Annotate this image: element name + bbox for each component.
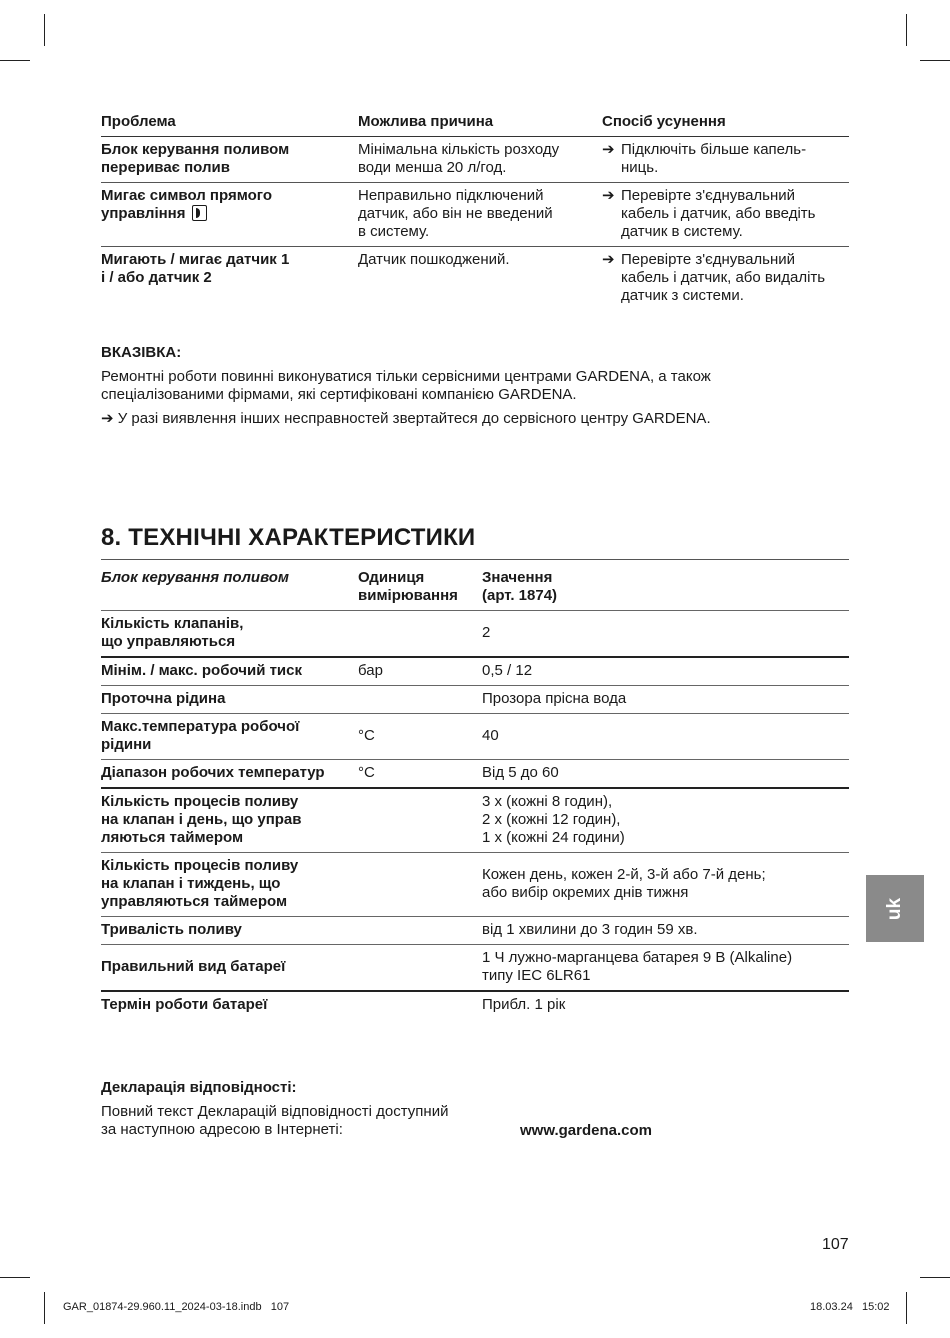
spec-value xyxy=(482,917,849,944)
spec-name xyxy=(101,714,358,759)
note-title: ВКАЗІВКА: xyxy=(101,344,182,361)
spec-unit xyxy=(358,629,482,638)
fix-cell xyxy=(602,137,849,182)
table-row xyxy=(101,247,849,310)
declaration-text xyxy=(101,1103,501,1139)
spec-unit xyxy=(358,926,482,935)
spec-unit: °C xyxy=(358,764,375,781)
spec-unit xyxy=(358,695,482,704)
problem-line: Мигає символ прямого xyxy=(101,187,272,204)
spec-value xyxy=(482,658,849,685)
problem-line-with-icon xyxy=(101,205,358,223)
fix-line: Перевірте з'єднувальний xyxy=(621,251,796,268)
header-line: (арт. 1874) xyxy=(482,587,558,604)
spec-name-line: на клапан і тиждень, що xyxy=(101,875,281,892)
fix-line: Перевірте з'єднувальний xyxy=(621,187,796,204)
cause-line: води менша 20 л/год. xyxy=(358,159,507,176)
crop-mark xyxy=(906,1292,907,1324)
spec-name xyxy=(101,611,358,656)
cause-cell xyxy=(358,247,602,310)
header-value xyxy=(482,568,849,610)
cause-line: в систему. xyxy=(358,223,430,240)
tech-specs-table xyxy=(101,568,849,1019)
fix-cell xyxy=(602,247,849,310)
spec-name-line: рідини xyxy=(101,736,152,753)
spec-name xyxy=(101,658,358,685)
table-row xyxy=(101,789,849,853)
header-unit xyxy=(358,568,482,610)
fix-line: датчик з системи. xyxy=(621,287,744,304)
spec-value xyxy=(482,686,849,713)
table-header-row xyxy=(101,568,849,611)
spec-name xyxy=(101,917,358,944)
website-link[interactable]: www.gardena.com xyxy=(520,1122,652,1139)
fix-item xyxy=(602,251,849,305)
cause-cell xyxy=(358,183,602,246)
spec-value xyxy=(482,723,849,750)
crop-mark xyxy=(906,14,907,46)
footer-datetime: 18.03.24 15:02 xyxy=(810,1301,890,1313)
spec-unit xyxy=(358,880,482,889)
header-problem: Проблема xyxy=(101,113,176,130)
fix-line: кабель і датчик, або видаліть xyxy=(621,269,826,286)
fix-item xyxy=(602,141,849,177)
footer-file-name: GAR_01874-29.960.11_2024-03-18.indb 107 xyxy=(63,1301,290,1313)
troubleshooting-table xyxy=(101,112,849,310)
problem-line: перериває полив xyxy=(101,159,230,176)
cause-line: датчик, або він не введений xyxy=(358,205,553,222)
spec-name-line: Правильний вид батареї xyxy=(101,958,286,975)
note-hint: ➔ У разі виявлення інших несправностей звертайтеся до сервісного центру GARDENA. xyxy=(101,410,711,427)
fix-line: датчик в систему. xyxy=(621,223,743,240)
table-row xyxy=(101,760,849,789)
spec-name-line: Кількість процесів поливу xyxy=(101,857,299,874)
spec-unit xyxy=(358,816,482,825)
spec-unit xyxy=(358,963,482,972)
table-row xyxy=(101,714,849,760)
problem-cell xyxy=(101,247,358,310)
spec-value xyxy=(482,789,849,852)
spec-unit xyxy=(358,1001,482,1010)
fix-cell xyxy=(602,183,849,246)
spec-value-line: від 1 хвилини до 3 годин 59 хв. xyxy=(482,921,698,938)
crop-mark xyxy=(44,1292,45,1324)
header-line: Блок керування поливом xyxy=(101,569,290,586)
spec-value-line: 3 x (кожні 8 годин), xyxy=(482,793,613,810)
table-row xyxy=(101,992,849,1019)
note-text xyxy=(101,368,841,404)
spec-value-line: типу IEC 6LR61 xyxy=(482,967,591,984)
fix-line: ниць. xyxy=(621,159,659,176)
header-line: Значення xyxy=(482,569,553,586)
fix-line: Підключіть більше капель- xyxy=(621,141,807,158)
problem-line: і / або датчик 2 xyxy=(101,269,212,286)
cause-line: Датчик пошкоджений. xyxy=(358,251,510,268)
direct-control-symbol-icon xyxy=(192,205,207,221)
spec-value-line: 1 x (кожні 24 години) xyxy=(482,829,625,846)
crop-mark xyxy=(0,1277,30,1278)
problem-cell xyxy=(101,183,358,246)
spec-name-line: управляються таймером xyxy=(101,893,288,910)
crop-mark xyxy=(44,14,45,46)
cause-line: Неправильно підключений xyxy=(358,187,544,204)
cause-line: Мінімальна кількість розходу xyxy=(358,141,560,158)
arrow-icon: ➔ xyxy=(602,187,615,204)
page-number: 107 xyxy=(822,1236,849,1253)
note-line: Ремонтні роботи повинні виконуватися тільки сервісними центрами GARDENA, а також xyxy=(101,368,711,385)
spec-name-line: ляються таймером xyxy=(101,829,244,846)
spec-value-line: Прибл. 1 рік xyxy=(482,996,566,1013)
problem-line: Мигають / мигає датчик 1 xyxy=(101,251,290,268)
header-fix: Спосіб усунення xyxy=(602,113,726,130)
fix-item xyxy=(602,187,849,241)
spec-value xyxy=(482,945,849,990)
header-device xyxy=(101,568,358,592)
spec-value xyxy=(482,760,849,787)
declaration-title: Декларація відповідності: xyxy=(101,1079,297,1096)
spec-value-line: Від 5 до 60 xyxy=(482,764,559,781)
spec-value-line: 2 xyxy=(482,624,491,641)
problem-cell xyxy=(101,137,358,182)
language-tab xyxy=(866,875,924,942)
table-row xyxy=(101,945,849,992)
spec-name-line: Кількість клапанів, xyxy=(101,615,244,632)
spec-value xyxy=(482,992,849,1019)
note-line: спеціалізованими фірмами, які сертифіковані компанією GARDENA. xyxy=(101,386,577,403)
spec-name-line: на клапан і день, що управ xyxy=(101,811,302,828)
table-row xyxy=(101,183,849,247)
spec-unit: бар xyxy=(358,662,383,679)
spec-name-line: Діапазон робочих температур xyxy=(101,764,325,781)
spec-name xyxy=(101,853,358,916)
table-row xyxy=(101,917,849,945)
crop-mark xyxy=(920,60,950,61)
table-header-row xyxy=(101,112,849,137)
spec-unit: °C xyxy=(358,727,375,744)
section-title: 8. ТЕХНІЧНІ ХАРАКТЕРИСТИКИ xyxy=(101,524,476,551)
spec-name xyxy=(101,686,358,713)
spec-name-line: Тривалість поливу xyxy=(101,921,242,938)
spec-value-line: Прозора прісна вода xyxy=(482,690,627,707)
spec-value-line: 2 x (кожні 12 годин), xyxy=(482,811,621,828)
spec-name-line: Проточна рідина xyxy=(101,690,226,707)
spec-name xyxy=(101,789,358,852)
spec-value-line: або вибір окремих днів тижня xyxy=(482,884,689,901)
header-line: Одиниця xyxy=(358,569,425,586)
fix-line: кабель і датчик, або введіть xyxy=(621,205,816,222)
arrow-icon: ➔ xyxy=(602,141,615,158)
table-row xyxy=(101,658,849,686)
spec-name xyxy=(101,760,358,787)
spec-name-line: що управляються xyxy=(101,633,236,650)
problem-line: Блок керування поливом xyxy=(101,141,290,158)
table-row xyxy=(101,686,849,714)
cause-cell xyxy=(358,137,602,182)
crop-mark xyxy=(920,1277,950,1278)
table-row xyxy=(101,137,849,183)
spec-value-line: 0,5 / 12 xyxy=(482,662,533,679)
spec-name xyxy=(101,954,358,981)
declaration-line: Повний текст Декларацій відповідності доступний xyxy=(101,1103,449,1120)
spec-value-line: 40 xyxy=(482,727,499,744)
language-code: uk xyxy=(884,897,905,920)
section-divider xyxy=(101,559,849,560)
spec-name-line: Термін роботи батареї xyxy=(101,996,268,1013)
spec-name-line: Макс.температура робочої xyxy=(101,718,300,735)
arrow-icon: ➔ xyxy=(602,251,615,268)
header-line: вимірювання xyxy=(358,587,458,604)
table-row xyxy=(101,611,849,658)
spec-value-line: Кожен день, кожен 2-й, 3-й або 7-й день; xyxy=(482,866,766,883)
spec-name-line: Кількість процесів поливу xyxy=(101,793,299,810)
spec-value-line: 1 Ч лужно-марганцева батарея 9 В (Alkaline) xyxy=(482,949,793,966)
spec-name xyxy=(101,992,358,1019)
spec-value xyxy=(482,862,849,907)
header-cause: Можлива причина xyxy=(358,113,494,130)
spec-name-line: Мінім. / макс. робочий тиск xyxy=(101,662,302,679)
crop-mark xyxy=(0,60,30,61)
spec-value xyxy=(482,620,849,647)
table-row xyxy=(101,853,849,917)
declaration-line: за наступною адресою в Інтернеті: xyxy=(101,1121,343,1138)
problem-line: управління xyxy=(101,205,186,222)
